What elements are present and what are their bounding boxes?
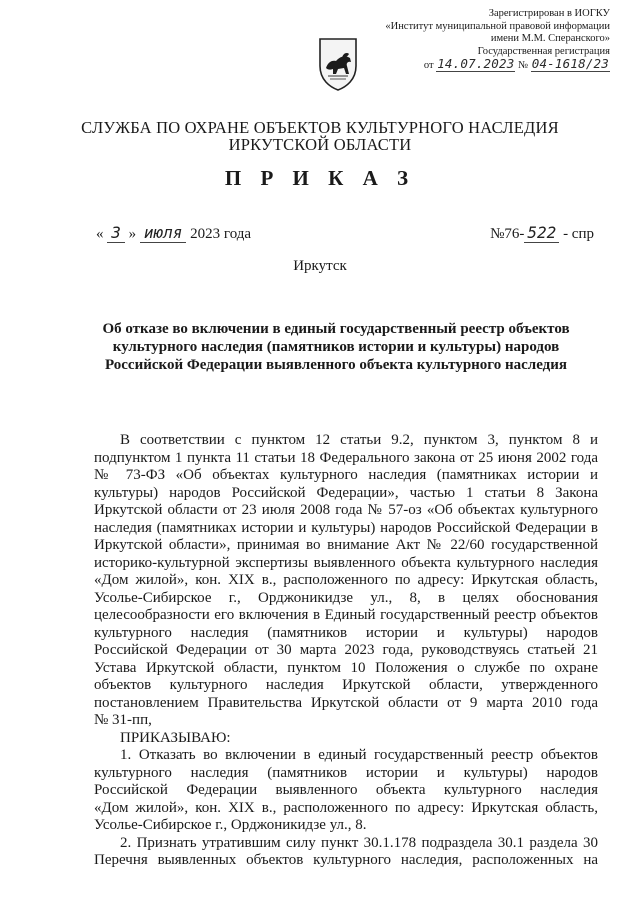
registration-number-handwritten: 04-1618/23 — [531, 56, 609, 71]
order-directive: ПРИКАЗЫВАЮ: — [120, 729, 231, 746]
title-line: культурного наследия (памятников истории и культуры) народов — [112, 339, 560, 355]
registration-date-number — [372, 58, 610, 73]
body-line: Российской Федерации выявленного объекта культурного наследия — [94, 782, 598, 798]
body-line: Иркутской области», принимая во внимание Акт № 22/60 государственной — [94, 537, 598, 553]
body-line: историко-культурной экспертизы выявленного объекта культурного наследия — [94, 554, 598, 571]
body-line: № 31-пп, — [94, 712, 152, 728]
body-line: «Дом жилой», кон. XIX в., расположенного по адресу: Иркутская область, — [94, 799, 598, 816]
agency-name: СЛУЖБА ПО ОХРАНЕ ОБЪЕКТОВ КУЛЬТУРНОГО НАСЛЕДИЯ — [81, 118, 559, 137]
body-line: В соответствии с пунктом 12 статьи 9.2, пунктом 3, пунктом 8 и — [120, 432, 598, 448]
body-line: Усолье-Сибирское г., Орджоникидзе ул., 8, в целях обоснования — [94, 589, 598, 606]
body-line: 2. Признать утратившим силу пункт 30.1.178 подраздела 30.1 раздела 30 — [120, 834, 598, 851]
order-body — [94, 432, 598, 870]
date-open-quote: « — [96, 226, 104, 242]
body-line: Российской Федерации от 30 марта 2023 года, руководствуясь статьей 21 — [94, 642, 598, 658]
body-line: культуры) народов Российской Федерации», частью 1 статьи 8 Закона — [94, 484, 598, 501]
order-title — [96, 320, 576, 374]
date-day-handwritten: 3 — [107, 223, 125, 243]
city-name: Иркутск — [293, 258, 347, 274]
document-type-heading: П Р И К А З — [224, 166, 416, 190]
title-line: Об отказе во включении в единый государственный реестр объектов — [102, 321, 570, 337]
body-line: «Дом жилой», кон. XIX в., расположенного по адресу: Иркутская область, — [94, 572, 598, 588]
body-line: объектов культурного наследия Иркутской области, утвержденного — [94, 677, 598, 693]
body-line: 1. Отказать во включении в единый государственный реестр объектов — [120, 747, 598, 763]
body-line: № 73-ФЗ «Об объектах культурного наследия (памятниках истории и — [94, 467, 598, 483]
coat-of-arms-icon — [316, 36, 360, 92]
number-suffix: - спр — [563, 226, 594, 242]
body-line: наследия (памятниках истории и культуры) народов Российской Федерации в — [94, 519, 598, 536]
order-date — [96, 223, 251, 243]
number-handwritten: 522 — [524, 223, 559, 243]
registration-line: «Институт муниципальной правовой информации — [385, 20, 610, 32]
date-year: 2023 года — [190, 226, 252, 242]
registration-line: Зарегистрирован в ИОГКУ — [488, 8, 610, 19]
title-line: Российской Федерации выявленного объекта культурного наследия — [104, 357, 568, 373]
registration-number-label: № — [518, 60, 529, 71]
number-prefix: №76- — [490, 226, 525, 242]
body-line: Перечня выявленных объектов культурного наследия, расположенных на — [94, 852, 598, 868]
agency-region: ИРКУТСКОЙ ОБЛАСТИ — [228, 135, 412, 154]
body-line: культурного наследия (памятников истории и культуры) народов — [94, 624, 598, 641]
date-month-handwritten: июля — [140, 223, 187, 243]
body-line: Устава Иркутской области, пунктом 10 Положения о службе по охране — [94, 659, 598, 676]
body-line: подпунктом 1 пункта 11 статьи 18 Федерального закона от 25 июня 2002 года — [94, 449, 598, 466]
registration-date-handwritten: 14.07.2023 — [437, 56, 515, 71]
registration-stamp — [372, 8, 610, 73]
body-line: культурного наследия (памятников истории и культуры) народов — [94, 764, 598, 781]
body-line: постановлением Правительства Иркутской области от 9 марта 2010 года — [94, 694, 598, 711]
body-line: целесообразности его включения в Единый государственный реестр объектов — [94, 607, 598, 623]
date-close-quote: » — [128, 226, 137, 242]
registration-line: Государственная регистрация — [477, 45, 610, 57]
body-line: Иркутской области от 23 июля 2008 года № 57-оз «Об объектах культурного — [94, 502, 598, 518]
body-line: Усолье-Сибирское г., Орджоникидзе ул., 8. — [94, 817, 367, 833]
order-number — [490, 223, 594, 243]
registration-line: имени М.М. Сперанского» — [490, 33, 610, 44]
registration-prefix: от — [423, 60, 434, 71]
